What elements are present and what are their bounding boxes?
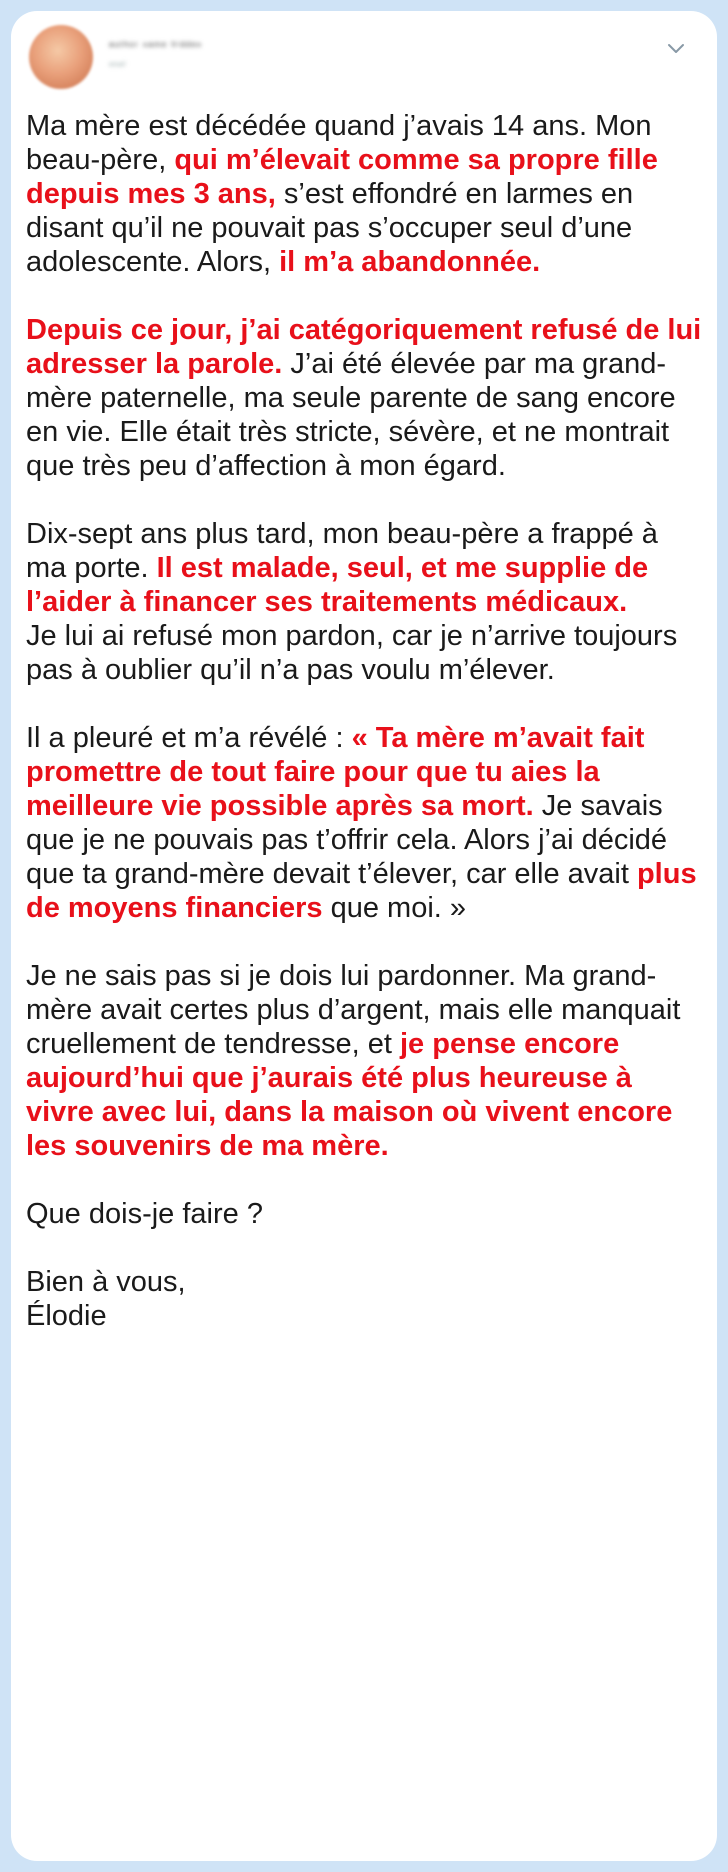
highlight: je pense encore aujourd’hui que j’aurais été plus heureuse à vivre avec lui, dans la maison où vivent encore les souvenirs de ma mère.: [26, 1028, 673, 1162]
highlight: qui m’élevait comme sa propre fille depuis mes 3 ans,: [26, 144, 658, 210]
text: Ma mère est décédée quand j’avais 14 ans. Mon beau-père,: [26, 110, 652, 176]
paragraph-2: [26, 313, 706, 483]
paragraph-3: [26, 517, 706, 687]
highlight: Depuis ce jour, j’ai catégoriquement refusé de lui adresser la parole.: [26, 314, 702, 380]
highlight: Il est malade, seul, et me supplie de l’aider à financer ses traitements médicaux.: [26, 552, 649, 618]
author-handle: ᵉᵐᵃⁱˡ: [109, 61, 126, 72]
paragraph-4: [26, 721, 706, 925]
highlight: « Ta mère m’avait fait promettre de tout faire pour que tu aies la meilleure vie possible après sa mort.: [26, 722, 645, 822]
signature: Élodie: [26, 1300, 107, 1332]
chevron-down-icon[interactable]: [665, 37, 687, 59]
text: J’ai été élevée par ma grand-mère paternelle, ma seule parente de sang encore en vie. Elle était très stricte, sévère, et ne montrait que très peu d’affection à mon égard.: [26, 348, 676, 482]
closing: Bien à vous,: [26, 1266, 186, 1298]
paragraph-5: [26, 959, 706, 1163]
text: Je savais que je ne pouvais pas t’offrir cela. Alors j’ai décidé que ta grand-mère devait t’élever, car elle avait: [26, 790, 668, 890]
text: s’est effondré en larmes en disant qu’il ne pouvait pas s’occuper seul d’une adolescente. Alors,: [26, 178, 634, 278]
highlight: plus de moyens financiers: [26, 858, 697, 924]
post-body: [26, 109, 706, 1333]
post-card: [11, 11, 717, 1861]
avatar[interactable]: [29, 25, 93, 89]
post-header: [11, 11, 717, 111]
text: Dix-sept ans plus tard, mon beau-père a frappé à ma porte.: [26, 518, 658, 584]
text: Je lui ai refusé mon pardon, car je n’arrive toujours pas à oublier qu’il n’a pas voulu m’élever.: [26, 620, 678, 686]
paragraph-6: Que dois-je faire ?: [26, 1198, 263, 1230]
text: que moi. »: [322, 892, 467, 924]
text: Il a pleuré et m’a révélé :: [26, 722, 352, 754]
author-name[interactable]: ᵃᵘᵗʰᵒʳ ⁿᵃᵐᵉ ʰⁱᵈᵈᵉⁿ: [109, 39, 203, 53]
text: Je ne sais pas si je dois lui pardonner. Ma grand-mère avait certes plus d’argent, mais elle manquait cruellement de tendresse, et: [26, 960, 681, 1060]
paragraph-1: [26, 109, 706, 279]
highlight: il m’a abandonnée.: [279, 246, 541, 278]
